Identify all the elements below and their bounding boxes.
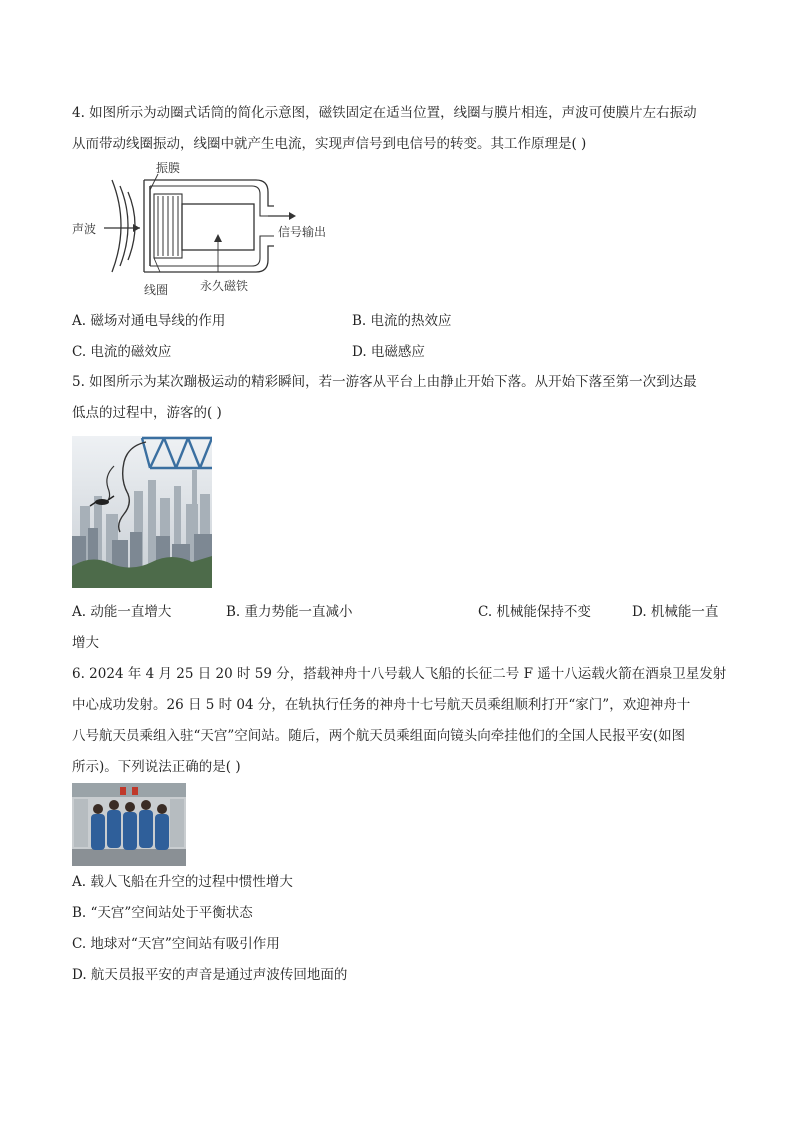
q4-option-d: D. 电磁感应 xyxy=(352,344,425,360)
q4-stem-line-1: 4. 如图所示为动圈式话筒的简化示意图，磁铁固定在适当位置，线圈与膜片相连，声波可使膜片左右振动 xyxy=(72,105,697,121)
bungee-jump-photo xyxy=(72,436,212,588)
q4-stem-line-2: 从而带动线圈振动，线圈中就产生电流，实现声信号到电信号的转变。其工作原理是( ) xyxy=(72,136,587,152)
q6-stem-line-2: 中心成功发射。26 日 5 时 04 分，在轨执行任务的神舟十七号航天员乘组顺利打开“家门”，欢迎神舟十 xyxy=(72,697,691,713)
q5-option-d-continued: 增大 xyxy=(72,635,99,651)
q6-option-d: D. 航天员报平安的声音是通过声波传回地面的 xyxy=(72,967,348,983)
diaphragm-leader xyxy=(150,174,158,190)
microphone-diagram xyxy=(70,160,340,300)
q6-stem-line-3: 八号航天员乘组入驻“天宫”空间站。随后，两个航天员乘组面向镜头向牵挂他们的全国人民报平安(如图 xyxy=(72,728,686,744)
coil-leader xyxy=(154,258,160,272)
sound-wave-arc-1 xyxy=(112,180,121,272)
label-diaphragm: 振膜 xyxy=(156,161,181,175)
q5-stem-line-2: 低点的过程中，游客的( ) xyxy=(72,405,222,421)
label-sound-wave: 声波 xyxy=(72,222,97,236)
station-panel-right xyxy=(170,799,184,847)
q6-stem-line-1: 6. 2024 年 4 月 25 日 20 时 59 分，搭载神舟十八号载人飞船的长征二号 F 遥十八运载火箭在酒泉卫星发射 xyxy=(72,666,727,682)
station-ceiling xyxy=(72,783,186,797)
q4-option-a: A. 磁场对通电导线的作用 xyxy=(72,313,226,329)
q5-option-b: B. 重力势能一直减小 xyxy=(226,604,353,620)
astronauts-photo xyxy=(72,783,186,866)
output-arrowhead xyxy=(289,212,296,220)
q4-option-b: B. 电流的热效应 xyxy=(352,313,452,329)
q6-option-b: B. “天宫”空间站处于平衡状态 xyxy=(72,905,253,921)
label-permanent-magnet: 永久磁铁 xyxy=(200,279,249,293)
q5-stem-line-1: 5. 如图所示为某次蹦极运动的精彩瞬间，若一游客从平台上由静止开始下落。从开始下落至第一次到达最 xyxy=(72,374,697,390)
q5-option-c: C. 机械能保持不变 xyxy=(478,604,591,620)
inner-casing-top xyxy=(150,186,274,216)
q5-option-d: D. 机械能一直 xyxy=(632,604,719,620)
q6-stem-line-4: 所示)。下列说法正确的是( ) xyxy=(72,759,241,775)
inner-casing-bottom xyxy=(150,236,274,266)
q4-option-c: C. 电流的磁效应 xyxy=(72,344,172,360)
sound-arrowhead xyxy=(133,224,140,232)
station-floor xyxy=(72,849,186,866)
label-coil: 线圈 xyxy=(144,283,169,297)
q6-option-c: C. 地球对“天宫”空间站有吸引作用 xyxy=(72,936,280,952)
q5-option-a: A. 动能一直增大 xyxy=(72,604,172,620)
q6-option-a: A. 载人飞船在升空的过程中惯性增大 xyxy=(72,874,293,890)
label-signal-output: 信号输出 xyxy=(278,225,327,239)
station-panel-left xyxy=(74,799,88,847)
magnet-leader-arrowhead xyxy=(214,234,222,242)
